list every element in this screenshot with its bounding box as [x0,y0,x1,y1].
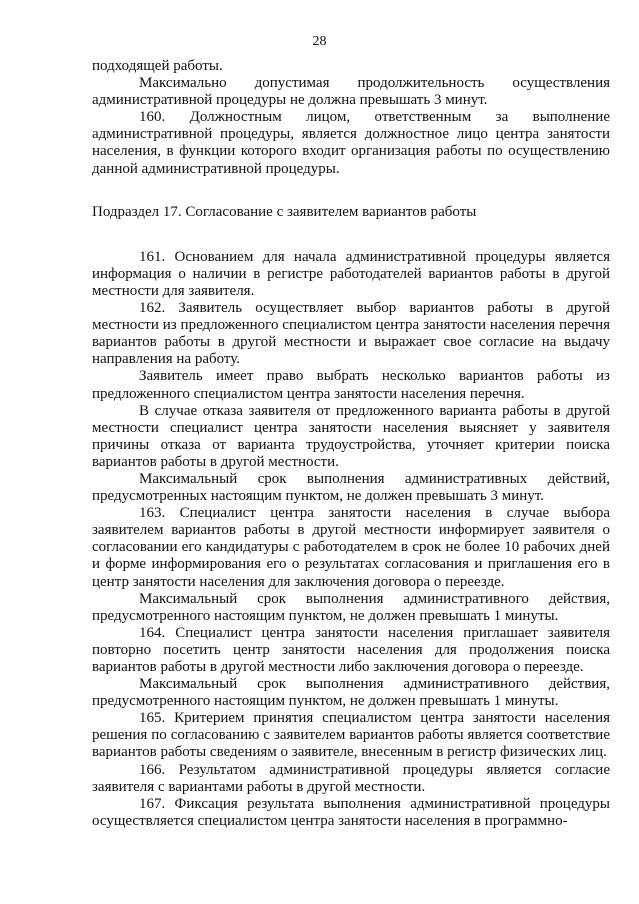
paragraph: 164. Специалист центра занятости населения приглашает заявителя повторно посетить центр занятости населения для продолжения поиска вариантов работы в другой местности либо заключения договора о переезде. [92,624,610,675]
paragraph: подходящей работы. [92,58,223,74]
paragraph: 161. Основанием для начала административной процедуры является информация о наличии в регистре работодателей вариантов работы в другой местности для заявителя. [92,248,610,299]
page-number: 28 [312,34,327,49]
paragraph: Заявитель имеет право выбрать несколько вариантов работы из предложенного специалистом центра занятости населения перечня. [92,368,610,402]
paragraph: 166. Результатом административной процедуры является согласие заявителя с вариантами работы в другой местности. [92,761,610,795]
paragraph: 167. Фиксация результата выполнения административной процедуры осуществляется специалистом центра занятости населения в программно- [92,795,610,829]
paragraph: 165. Критерием принятия специалистом центра занятости населения решения по согласованию с заявителем вариантов работы является соответствие вариантов работы сведениям о заявителе, внесенным в регистр физических лиц. [92,710,610,761]
paragraph: В случае отказа заявителя от предложенного варианта работы в другой местности специалист центра занятости населения выясняет у заявителя причины отказа от варианта трудоустройства, уточняет критерии поиска вариантов работы в другой местности. [92,402,610,470]
paragraph: 162. Заявитель осуществляет выбор вариантов работы в другой местности из предложенного специалистом центра занятости населения перечня вариантов работы в другой местности и выражает свое согласие на выдачу направления на работу. [92,300,610,368]
paragraph: Максимально допустимая продолжительность осуществления административной процедуры не должна превышать 3 минут. [92,75,610,109]
paragraph: Максимальный срок выполнения административного действия, предусмотренного настоящим пунктом, не должен превышать 1 минуты. [92,676,610,710]
paragraph: Максимальный срок выполнения административных действий, предусмотренных настоящим пунктом, не должен превышать 3 минут. [92,470,610,505]
paragraph: 163. Специалист центра занятости населения в случае выбора заявителем вариантов работы в другой местности информирует заявителя о согласовании его кандидатуры с работодателем в срок не более 10 рабочих дней и форме информирования его о результатах согласования и приглашения его в центр занятости населения для заключения договора о переезде. [92,505,610,590]
document-body [92,58,610,830]
paragraph: 160. Должностным лицом, ответственным за выполнение административной процедуры, является должностное лицо центра занятости населения, в функции которого входит организация работы по осуществлению данной административной процедуры. [92,109,610,177]
section-heading: Подраздел 17. Согласование с заявителем вариантов работы [92,203,477,220]
paragraph: Максимальный срок выполнения административного действия, предусмотренного настоящим пунктом, не должен превышать 1 минуты. [92,590,610,624]
